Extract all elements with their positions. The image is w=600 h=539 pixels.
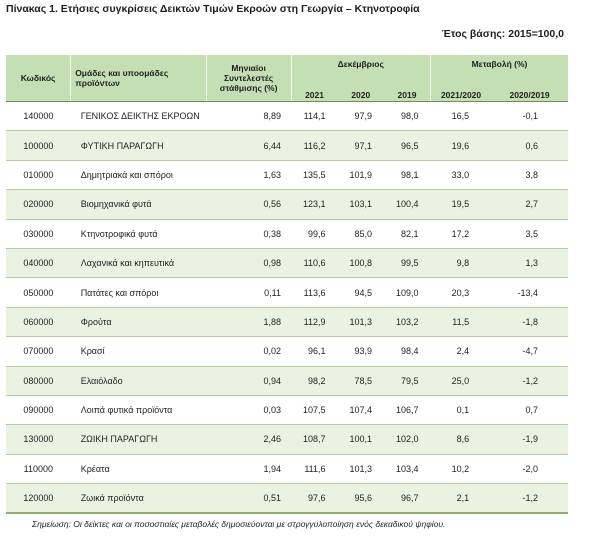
table-row [6,395,568,424]
row-weight: 0,11 [206,278,291,307]
header-2020: 2020 [338,89,384,102]
row-2021: 96,1 [291,337,337,366]
row-name: Κρασί [71,337,206,366]
row-code: 060000 [6,307,71,336]
header-2019: 2019 [384,89,430,102]
row-weight: 0,38 [206,219,291,248]
row-2021: 111,6 [291,454,337,483]
row-2019: 103,4 [384,454,430,483]
row-change-2020-2019: -1,9 [491,425,568,454]
row-weight: 1,94 [206,454,291,483]
row-weight: 1,63 [206,160,291,189]
row-name: Κτηνοτροφικά φυτά [71,219,206,248]
row-code: 070000 [6,337,71,366]
row-change-2021-2020: 9,8 [430,248,491,277]
row-name: ΖΩΙΚΗ ΠΑΡΑΓΩΓΗ [71,425,206,454]
row-2020: 101,3 [338,307,384,336]
row-name: Λοιπά φυτικά προϊόντα [71,395,206,424]
row-change-2021-2020: 25,0 [430,366,491,395]
row-2021: 108,7 [291,425,337,454]
row-code: 140000 [6,102,71,131]
row-change-2020-2019: 0,7 [491,395,568,424]
row-change-2021-2020: 20,3 [430,278,491,307]
row-2020: 100,8 [338,248,384,277]
row-name: Ζωικά προϊόντα [71,484,206,514]
row-2020: 101,9 [338,160,384,189]
row-code: 050000 [6,278,71,307]
row-name: ΦΥΤΙΚΗ ΠΑΡΑΓΩΓΗ [71,131,206,160]
row-2020: 97,1 [338,131,384,160]
row-change-2020-2019: -1,2 [491,484,568,514]
row-change-2021-2020: 19,5 [430,190,491,219]
row-name: Βιομηχανικά φυτά [71,190,206,219]
table-row [6,484,568,514]
row-change-2020-2019: 3,8 [491,160,568,189]
row-change-2020-2019: -1,2 [491,366,568,395]
row-2021: 112,9 [291,307,337,336]
row-code: 020000 [6,190,71,219]
row-change-2021-2020: 8,6 [430,425,491,454]
row-2019: 99,5 [384,248,430,277]
row-2019: 96,5 [384,131,430,160]
row-name: ΓΕΝΙΚΟΣ ΔΕΙΚΤΗΣ ΕΚΡΟΩΝ [71,102,206,131]
row-change-2020-2019: 3,5 [491,219,568,248]
row-2019: 98,4 [384,337,430,366]
header-december: Δεκέμβριος [291,55,430,89]
row-change-2021-2020: 33,0 [430,160,491,189]
row-code: 010000 [6,160,71,189]
table-row [6,160,568,189]
row-code: 130000 [6,425,71,454]
row-2020: 97,9 [338,102,384,131]
row-2021: 97,6 [291,484,337,514]
table-row [6,454,568,483]
row-2021: 99,6 [291,219,337,248]
row-name: Φρούτα [71,307,206,336]
row-code: 030000 [6,219,71,248]
header-2021: 2021 [291,89,337,102]
row-weight: 8,89 [206,102,291,131]
row-2019: 106,7 [384,395,430,424]
row-2020: 101,3 [338,454,384,483]
row-2021: 110,6 [291,248,337,277]
table-row [6,102,568,131]
row-2019: 100,4 [384,190,430,219]
row-2020: 100,1 [338,425,384,454]
row-name: Λαχανικά και κηπευτικά [71,248,206,277]
row-2021: 107,5 [291,395,337,424]
row-2021: 116,2 [291,131,337,160]
table-row [6,425,568,454]
row-code: 110000 [6,454,71,483]
row-2019: 102,0 [384,425,430,454]
row-name: Δημητριακά και σπόροι [71,160,206,189]
row-name: Ελαιόλαδο [71,366,206,395]
row-weight: 0,56 [206,190,291,219]
row-change-2021-2020: 2,4 [430,337,491,366]
row-2019: 82,1 [384,219,430,248]
row-2021: 123,1 [291,190,337,219]
table-row [6,366,568,395]
row-2020: 95,6 [338,484,384,514]
row-2021: 114,1 [291,102,337,131]
header-group: Ομάδες και υποομάδες προϊόντων [71,55,206,102]
table-row [6,278,568,307]
row-2019: 96,7 [384,484,430,514]
row-2020: 85,0 [338,219,384,248]
row-code: 100000 [6,131,71,160]
row-code: 040000 [6,248,71,277]
row-weight: 6,44 [206,131,291,160]
row-code: 090000 [6,395,71,424]
row-change-2021-2020: 10,2 [430,454,491,483]
table-row [6,190,568,219]
row-code: 080000 [6,366,71,395]
row-2019: 109,0 [384,278,430,307]
table-row [6,131,568,160]
row-code: 120000 [6,484,71,514]
header-change-2021-2020: 2021/2020 [430,89,491,102]
row-change-2021-2020: 2,1 [430,484,491,514]
row-change-2021-2020: 16,5 [430,102,491,131]
row-change-2021-2020: 11,5 [430,307,491,336]
row-change-2020-2019: -2,0 [491,454,568,483]
table-title: Πίνακας 1. Ετήσιες συγκρίσεις Δεικτών Τιμών Εκροών στη Γεωργία – Κτηνοτροφία [6,3,420,15]
row-2020: 94,5 [338,278,384,307]
row-weight: 0,94 [206,366,291,395]
price-index-table [6,55,568,514]
row-2021: 98,2 [291,366,337,395]
table-row [6,219,568,248]
row-change-2020-2019: 1,3 [491,248,568,277]
row-weight: 1,88 [206,307,291,336]
row-change-2020-2019: 2,7 [491,190,568,219]
row-weight: 0,98 [206,248,291,277]
row-name: Κρέατα [71,454,206,483]
row-change-2021-2020: 0,1 [430,395,491,424]
table-row [6,337,568,366]
row-change-2020-2019: -0,1 [491,102,568,131]
row-2021: 113,6 [291,278,337,307]
row-weight: 2,46 [206,425,291,454]
row-2019: 79,5 [384,366,430,395]
header-change: Μεταβολή (%) [430,55,568,89]
row-weight: 0,03 [206,395,291,424]
header-change-2020-2019: 2020/2019 [491,89,568,102]
row-change-2020-2019: 0,6 [491,131,568,160]
row-2021: 135,5 [291,160,337,189]
header-weight: Μηνιαίοι Συντελεστές στάθμισης (%) [206,55,291,102]
row-2020: 103,1 [338,190,384,219]
footnote: Σημείωση: Οι δείκτες και οι ποσοστιαίες μεταβολές δημοσιεύονται με στρογγυλοποίηση ενός δεκαδικού ψηφίου. [32,519,446,529]
table-row [6,248,568,277]
row-2020: 93,9 [338,337,384,366]
row-2020: 107,4 [338,395,384,424]
row-2019: 103,2 [384,307,430,336]
row-2019: 98,1 [384,160,430,189]
row-weight: 0,51 [206,484,291,514]
header-code: Κωδικός [6,55,71,102]
row-name: Πατάτες και σπόροι [71,278,206,307]
row-change-2020-2019: -1,8 [491,307,568,336]
row-2020: 78,5 [338,366,384,395]
row-change-2021-2020: 19,6 [430,131,491,160]
table-row [6,307,568,336]
row-weight: 0,02 [206,337,291,366]
row-2019: 98,0 [384,102,430,131]
row-change-2021-2020: 17,2 [430,219,491,248]
row-change-2020-2019: -13,4 [491,278,568,307]
row-change-2020-2019: -4,7 [491,337,568,366]
base-year: Έτος βάσης: 2015=100,0 [441,28,564,40]
